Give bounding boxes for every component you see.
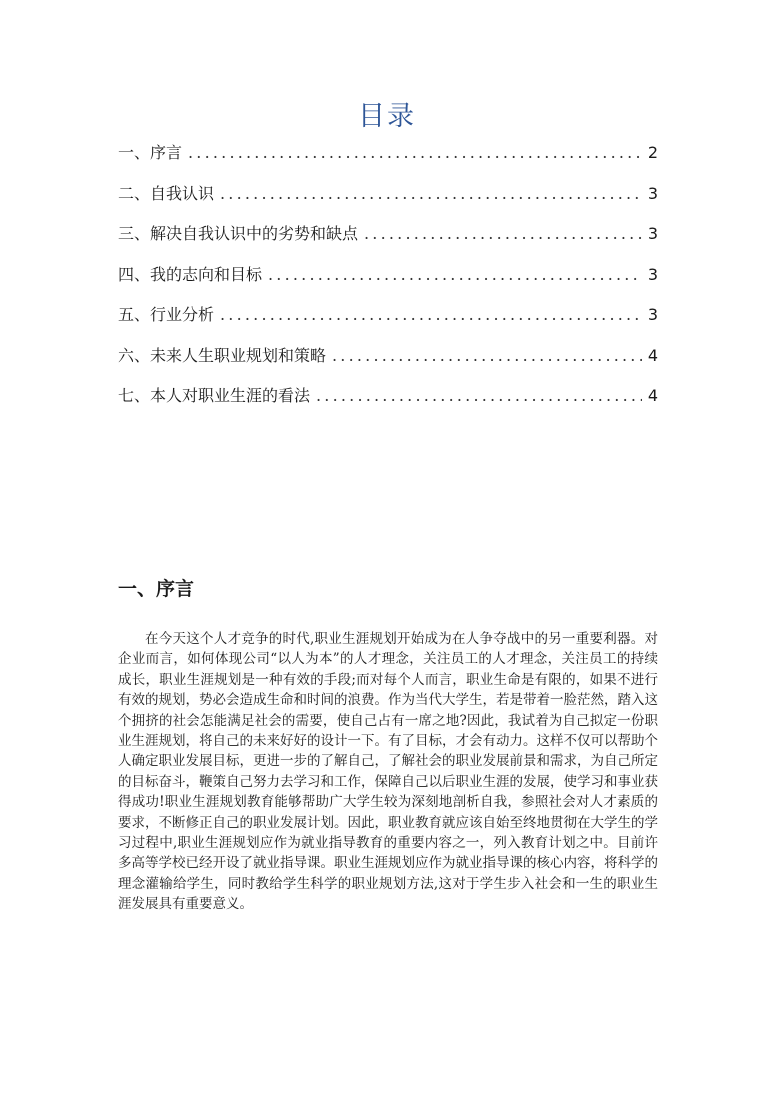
toc-entry-page: 3 [647,264,658,284]
toc-leader-dots [332,346,642,365]
toc-leader-dots [220,305,642,324]
toc-entry-label: 六、未来人生职业规划和策略 [118,345,327,365]
toc-entry-label: 七、本人对职业生涯的看法 [118,386,311,405]
toc-title: 目录 [358,101,416,132]
toc-entry[interactable] [118,383,658,424]
toc-entry[interactable] [118,343,658,384]
toc-entry-label: 三、解决自我认识中的劣势和缺点 [118,224,359,243]
toc-leader-dots [364,224,642,243]
section-heading: 一、序言 [118,578,195,600]
toc-leader-dots [188,143,642,162]
toc-entry-page: 4 [647,386,658,405]
section-paragraph: 在今天这个人才竞争的时代,职业生涯规划开始成为在人争夺战中的另一重要利器。对企业而言，如何体现公司“以人为本”的人才理念，关注员工的人才理念，关注员工的持续成长，职业生涯规划是一种有效的手段;而对每个人而言，职业生命是有限的，如果不进行有效的规划，势必会造成生命和时间的浪费。作为当代大学生，若是带着一脸茫然，踏入这个拥挤的社会怎能满足社会的需要，使自己占有一席之地?因此，我试着为自己拟定一份职业生涯规划，将自己的未来好好的设计一下。有了目标，才会有动力。这样不仅可以帮助个人确定职业发展目标，更进一步的了解自己，了解社会的职业发展前景和需求，为自己所定的目标奋斗，鞭策自己努力去学习和工作，保障自己以后职业生涯的发展，使学习和事业获得成功!职业生涯规划教育能够帮助广大学生较为深刻地剖析自我，参照社会对人才素质的要求，不断修正自己的职业发展计划。因此，职业教育就应该自始至终地贯彻在大学生的学习过程中,职业生涯规划应作为就业指导教育的重要内容之一，列入教育计划之中。目前许多高等学校已经开设了就业指导课。职业生涯规划应作为就业指导课的核心内容，将科学的理念灌输给学生，同时教给学生科学的职业规划方法,这对于学生步入社会和一生的职业生涯发展具有重要意义。 [118,631,658,913]
toc-entry-page: 4 [647,345,658,365]
toc-entry-page: 2 [647,143,658,162]
toc-entry-label: 二、自我认识 [118,183,215,203]
toc-entry[interactable] [118,221,658,262]
toc-leader-dots [220,184,642,203]
toc-entry[interactable] [118,140,658,181]
toc-entry-label: 一、序言 [118,143,183,162]
toc-entry-label: 五、行业分析 [118,305,215,324]
toc-entry-page: 3 [647,305,658,324]
toc-leader-dots [268,265,642,284]
toc-list [118,140,658,424]
toc-entry[interactable] [118,302,658,343]
toc-entry-page: 3 [647,224,658,243]
toc-entry-page: 3 [647,183,658,203]
toc-entry[interactable] [118,262,658,303]
toc-leader-dots [316,386,642,405]
toc-entry-label: 四、我的志向和目标 [118,264,263,284]
toc-entry[interactable] [118,181,658,222]
